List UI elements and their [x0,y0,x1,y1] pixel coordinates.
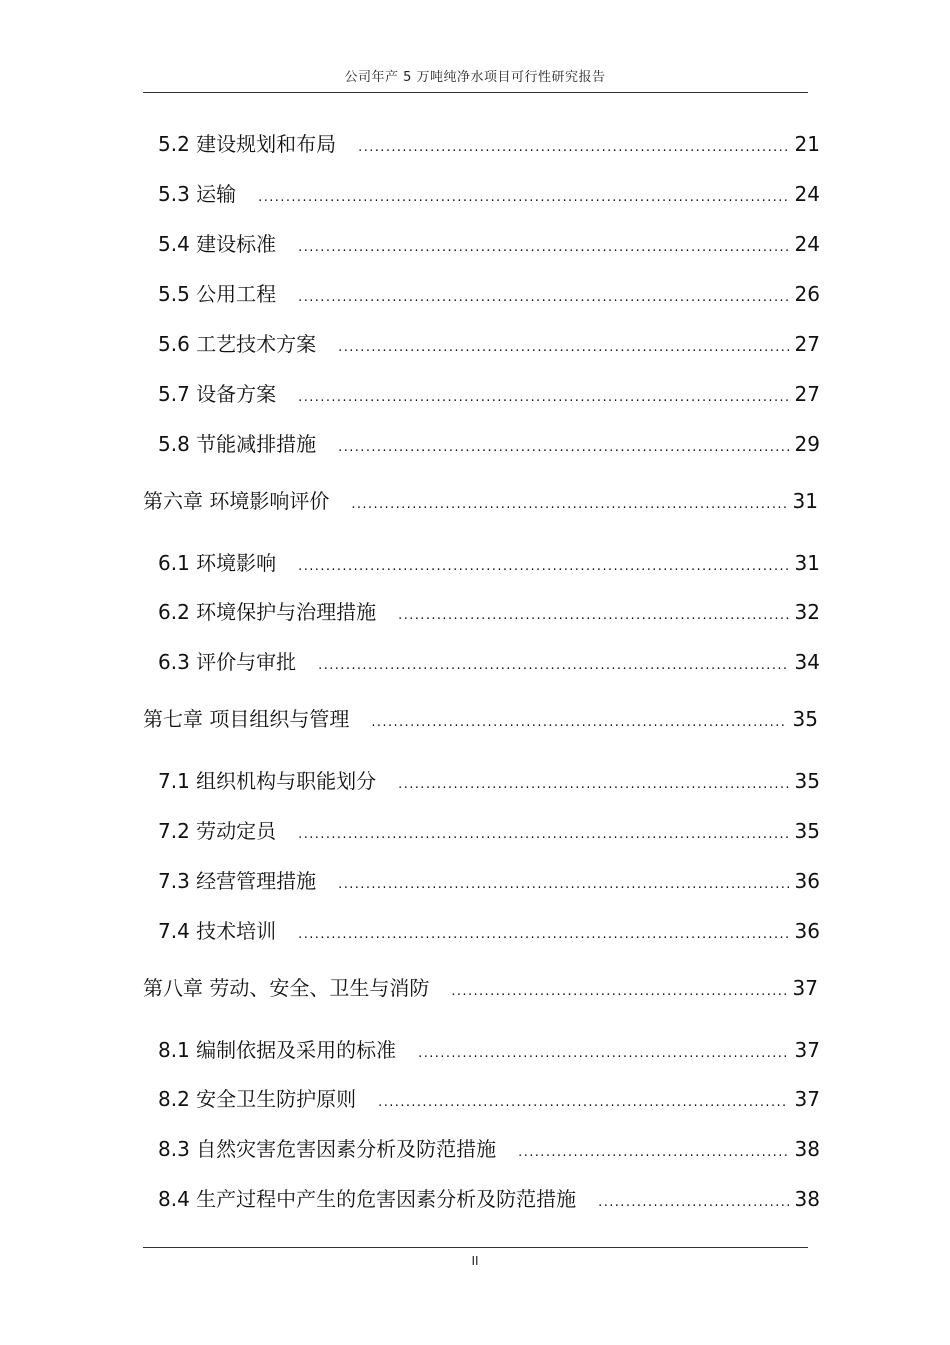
toc-entry-label: 5.6 工艺技术方案 [158,332,317,356]
toc-leader-dots [378,1093,788,1113]
toc-entry-5-2[interactable] [158,130,820,158]
footer-rule [143,1247,808,1248]
toc-entry-5-6[interactable] [158,330,820,358]
toc-entry-page: 37 [794,1038,820,1062]
toc-leader-dots [358,138,788,158]
toc-entry-page: 27 [794,382,820,406]
toc-entry-page: 37 [794,1087,820,1111]
toc-entry-page: 24 [794,232,820,256]
toc-leader-dots [298,388,788,408]
toc-entry-page: 29 [794,432,820,456]
toc-leader-dots [371,713,786,733]
toc-entry-7-2[interactable] [158,817,820,845]
toc-entry-label: 8.1 编制依据及采用的标准 [158,1038,397,1062]
toc-entry-label: 5.3 运输 [158,182,237,206]
toc-leader-dots [338,338,788,358]
toc-entry-5-5[interactable] [158,280,820,308]
toc-entry-label: 8.4 生产过程中产生的危害因素分析及防范措施 [158,1187,577,1211]
toc-entry-page: 38 [794,1137,820,1161]
toc-entry-label: 5.7 设备方案 [158,382,277,406]
header-rule [143,92,808,93]
toc-entry-7-3[interactable] [158,867,820,895]
toc-leader-dots [338,438,788,458]
toc-entry-page: 34 [794,650,820,674]
toc-entry-page: 35 [794,769,820,793]
toc-entry-chapter-6[interactable] [143,487,818,515]
toc-entry-label: 5.8 节能减排措施 [158,432,317,456]
toc-entry-page: 31 [794,551,820,575]
toc-leader-dots [298,925,788,945]
toc-entry-page: 37 [792,976,818,1000]
toc-entry-label: 7.4 技术培训 [158,919,277,943]
toc-entry-label: 第七章 项目组织与管理 [143,707,350,731]
toc-leader-dots [298,238,788,258]
toc-entry-page: 21 [794,132,820,156]
toc-entry-page: 35 [794,819,820,843]
page-number: II [471,1254,479,1268]
toc-entry-7-4[interactable] [158,917,820,945]
toc-entry-label: 7.1 组织机构与职能划分 [158,769,377,793]
toc-leader-dots [398,606,788,626]
toc-entry-label: 6.1 环境影响 [158,551,277,575]
toc-entry-8-2[interactable] [158,1085,820,1113]
toc-entry-6-1[interactable] [158,549,820,577]
toc-entry-page: 38 [794,1187,820,1211]
toc-leader-dots [418,1044,788,1064]
toc-entry-label: 6.2 环境保护与治理措施 [158,600,377,624]
toc-entry-page: 24 [794,182,820,206]
toc-leader-dots [298,825,788,845]
toc-leader-dots [351,495,786,515]
toc-entry-8-3[interactable] [158,1135,820,1163]
toc-entry-8-1[interactable] [158,1036,820,1064]
toc-entry-chapter-8[interactable] [143,974,818,1002]
toc-entry-label: 6.3 评价与审批 [158,650,297,674]
toc-leader-dots [298,557,788,577]
toc-entry-5-3[interactable] [158,180,820,208]
toc-entry-5-4[interactable] [158,230,820,258]
toc-entry-6-2[interactable] [158,598,820,626]
toc-leader-dots [318,656,788,676]
toc-entry-6-3[interactable] [158,648,820,676]
toc-entry-label: 5.4 建设标准 [158,232,277,256]
toc-entry-page: 32 [794,600,820,624]
toc-leader-dots [598,1193,788,1213]
toc-entry-label: 7.3 经营管理措施 [158,869,317,893]
toc-entry-5-8[interactable] [158,430,820,458]
toc-entry-page: 35 [792,707,818,731]
toc-entry-page: 36 [794,869,820,893]
toc-entry-5-7[interactable] [158,380,820,408]
toc-entry-page: 26 [794,282,820,306]
toc-entry-7-1[interactable] [158,767,820,795]
toc-leader-dots [451,982,786,1002]
toc-leader-dots [338,875,788,895]
toc-entry-label: 5.2 建设规划和布局 [158,132,337,156]
toc-entry-label: 第八章 劳动、安全、卫生与消防 [143,976,430,1000]
toc-entry-8-4[interactable] [158,1185,820,1213]
toc-entry-label: 5.5 公用工程 [158,282,277,306]
toc-leader-dots [298,288,788,308]
toc-entry-label: 7.2 劳动定员 [158,819,277,843]
toc-entry-page: 31 [792,489,818,513]
toc-leader-dots [398,775,788,795]
running-header-title: 公司年产 5 万吨纯净水项目可行性研究报告 [344,70,606,85]
toc-entry-page: 36 [794,919,820,943]
toc-leader-dots [258,188,788,208]
toc-entry-chapter-7[interactable] [143,705,818,733]
toc-entry-label: 8.3 自然灾害危害因素分析及防范措施 [158,1137,497,1161]
toc-leader-dots [518,1143,788,1163]
toc-entry-page: 27 [794,332,820,356]
toc-entry-label: 8.2 安全卫生防护原则 [158,1087,357,1111]
toc-entry-label: 第六章 环境影响评价 [143,489,330,513]
